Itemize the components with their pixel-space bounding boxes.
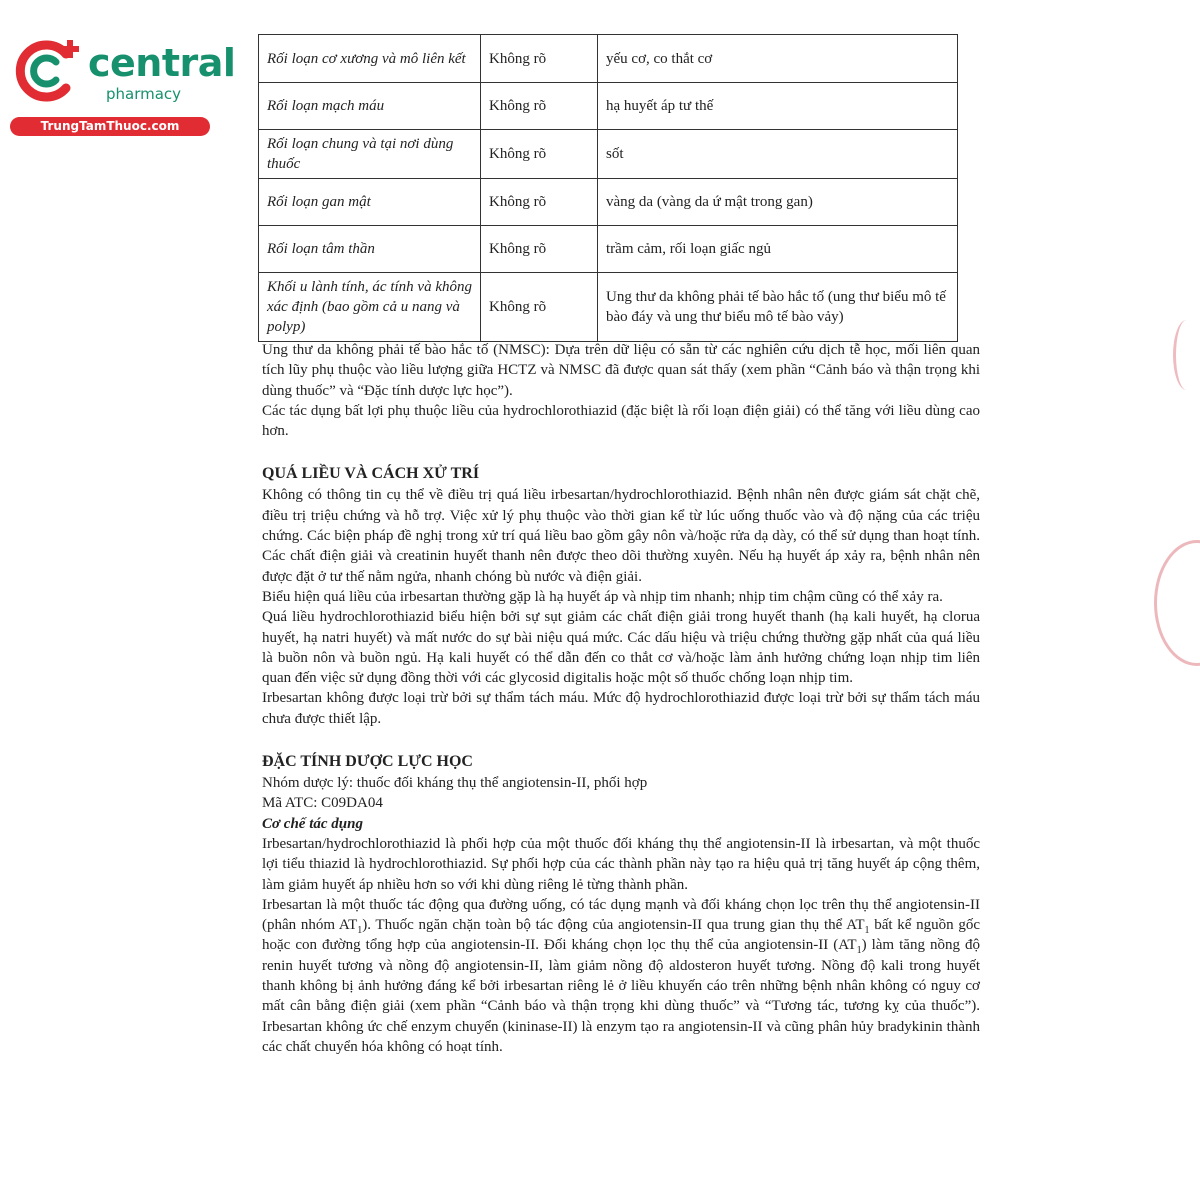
dose-dependent-paragraph: Các tác dụng bất lợi phụ thuộc liều của hydrochlorothiazid (đặc biệt là rối loạn điện giải) có thể tăng với liều dùng cao hơn.: [262, 402, 980, 440]
organ-cell: Rối loạn chung và tại nơi dùng thuốc: [259, 130, 481, 179]
stamp-mark-top: [1173, 320, 1200, 390]
logo-url-badge[interactable]: TrungTamThuoc.com: [10, 117, 210, 136]
mechanism-text-c: bất kể nguồn gốc hoặc con đường tổng hợp của angiotensin-II. Đối kháng chọn lọc thụ thể của angiotensin-II (AT: [262, 917, 980, 954]
atc-code: Mã ATC: C09DA04: [262, 795, 383, 812]
nmsc-paragraph: Ung thư da không phải tế bào hắc tố (NMSC): Dựa trên dữ liệu có sẵn từ các nghiên cứu dịch tễ học, mối liên quan tích lũy phụ thuộc vào liều lượng giữa HCTZ và NMSC đã được quan sát thấy (xem phần “Cảnh báo và thận trọng khi dùng thuốc” và “Đặc tính dược lực học”).: [262, 342, 980, 399]
overdose-paragraph-3: Quá liều hydrochlorothiazid biểu hiện bởi sự sụt giảm các chất điện giải trong huyết thanh (hạ kali huyết, hạ clorua huyết, hạ natri huyết) và mất nước do sự bài niệu quá mức. Các dấu hiệu và triệu chứng thường gặp nhất của quá liều là buồn nôn và buồn ngủ. Hạ kali huyết có thể dẫn đến co thắt cơ và/hoặc làm ảnh hưởng chứng loạn nhịp tim liên quan đến việc sử dụng đồng thời với các glycosid digitalis hoặc một số thuốc chống loạn nhịp tim.: [262, 609, 980, 687]
pharmacologic-group: Nhóm dược lý: thuốc đối kháng thụ thể angiotensin-II, phối hợp: [262, 775, 648, 792]
effect-cell: Ung thư da không phải tế bào hắc tố (ung thư biểu mô tế bào đáy và ung thư biểu mô tế bào vảy): [598, 273, 958, 342]
frequency-cell: Không rõ: [481, 179, 598, 226]
table-row: [259, 226, 958, 273]
brand-logo: [8, 30, 236, 140]
mechanism-paragraph-1: Irbesartan/hydrochlorothiazid là phối hợp của một thuốc đối kháng thụ thể angiotensin-II là irbesartan, và một thuốc lợi tiểu thiazid là hydrochlorothiazid. Sự phối hợp của các thành phần này tạo ra hiệu quả trị tăng huyết áp cộng thêm, làm giảm huyết áp nhiều hơn so với khi dùng riêng lẻ từng thành phần.: [262, 835, 980, 893]
mechanism-text-d: ) làm tăng nồng độ renin huyết tương và nồng độ angiotensin-II, làm giảm nồng độ aldosteron huyết tương. Nồng độ kali trong huyết thanh không bị ảnh hưởng đáng kể bởi irbesartan riêng lẻ ở liều khuyến cáo trên những bệnh nhân không có nguy cơ mất cân bằng điện giải (xem phần “Cảnh báo và thận trọng khi dùng thuốc” và “Tương tác, tương kỵ của thuốc”). Irbesartan không ức chế enzym chuyển (kininase-II) là enzym tạo ra angiotensin-II và cũng phân hủy bradykinin thành các chất chuyển hóa không có hoạt tính.: [262, 937, 980, 1055]
effect-cell: yếu cơ, co thắt cơ: [598, 35, 958, 83]
central-logo-icon: [8, 32, 86, 110]
table-row: [259, 179, 958, 226]
organ-cell: Rối loạn gan mật: [259, 179, 481, 226]
effect-cell: hạ huyết áp tư thế: [598, 83, 958, 130]
organ-cell: Khối u lành tính, ác tính và không xác định (bao gồm cả u nang và polyp): [259, 273, 481, 342]
document-body: [262, 340, 980, 1057]
adverse-effects-table: [258, 34, 958, 342]
mechanism-paragraph-2: [262, 895, 980, 1057]
overdose-paragraph-4: Irbesartan không được loại trừ bởi sự thẩm tách máu. Mức độ hydrochlorothiazid được loại trừ bởi sự thẩm tách máu chưa được thiết lập.: [262, 690, 980, 727]
mechanism-heading: Cơ chế tác dụng: [262, 815, 363, 832]
overdose-heading: QUÁ LIỀU VÀ CÁCH XỬ TRÍ: [262, 465, 480, 483]
subscript-1: 1: [357, 925, 363, 937]
mechanism-text-a: Irbesartan là một thuốc tác động qua đường uống, có tác dụng mạnh và đối kháng chọn lọc trên thụ thể angiotensin-II (phân nhóm AT: [262, 896, 980, 934]
overdose-paragraph-2: Biểu hiện quá liều của irbesartan thường gặp là hạ huyết áp và nhịp tim nhanh; nhịp tim chậm cũng có thể xảy ra.: [262, 588, 943, 605]
effect-cell: sốt: [598, 130, 958, 179]
mechanism-text-b: ). Thuốc ngăn chặn toàn bộ tác động của angiotensin-II qua trung gian thụ thể AT: [362, 917, 865, 934]
subscript-1: 1: [856, 945, 862, 957]
overdose-paragraph-1: Không có thông tin cụ thể về điều trị quá liều irbesartan/hydrochlorothiazid. Bệnh nhân nên được giám sát chặt chẽ, điều trị triệu chứng và hỗ trợ. Việc xử lý phụ thuộc vào thời gian kể từ lúc uống thuốc vào và độ nặng của các triệu chứng. Các biện pháp đề nghị trong xử trí quá liều bao gồm gây nôn và/hoặc rửa dạ dày, có thể sử dụng than hoạt tính. Các chất điện giải và creatinin huyết thanh nên được theo dõi thường xuyên. Nếu hạ huyết áp xảy ra, bệnh nhân nên được đặt ở tư thế nằm ngửa, nhanh chóng bù nước và điện giải.: [262, 487, 980, 585]
organ-cell: Rối loạn mạch máu: [259, 83, 481, 130]
stamp-mark: [1154, 540, 1200, 666]
table-row: [259, 83, 958, 130]
effect-cell: vàng da (vàng da ứ mật trong gan): [598, 179, 958, 226]
frequency-cell: Không rõ: [481, 273, 598, 342]
frequency-cell: Không rõ: [481, 35, 598, 83]
table-row: [259, 35, 958, 83]
table-row: [259, 130, 958, 179]
frequency-cell: Không rõ: [481, 83, 598, 130]
table-row: [259, 273, 958, 342]
effect-cell: trầm cảm, rối loạn giấc ngủ: [598, 226, 958, 273]
organ-cell: Rối loạn cơ xương và mô liên kết: [259, 35, 481, 83]
frequency-cell: Không rõ: [481, 130, 598, 179]
logo-sub-text: pharmacy: [106, 85, 182, 103]
logo-brand-text: central: [88, 41, 236, 85]
subscript-1: 1: [864, 925, 870, 937]
organ-cell: Rối loạn tâm thần: [259, 226, 481, 273]
frequency-cell: Không rõ: [481, 226, 598, 273]
pharmacodynamics-heading: ĐẶC TÍNH DƯỢC LỰC HỌC: [262, 753, 473, 771]
